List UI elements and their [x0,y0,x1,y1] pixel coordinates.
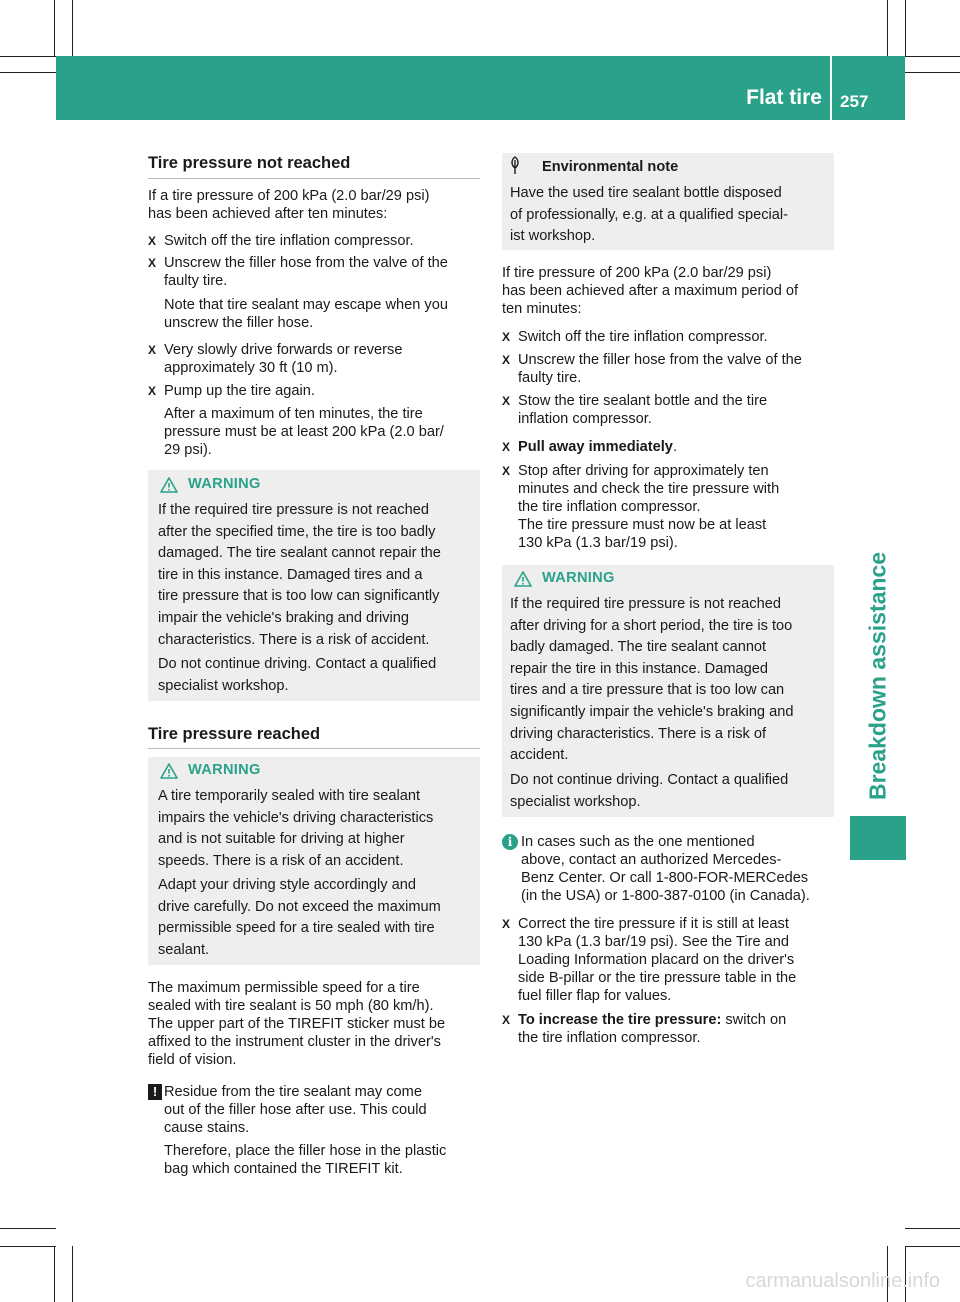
crop-mark [0,1228,56,1229]
intro-line: has been achieved after a maximum period of [502,283,799,299]
warning-line: speeds. There is a risk of an accident. [158,852,404,869]
side-tab-block [850,816,906,860]
environmental-note-line: ist workshop. [510,228,596,245]
warning-line: Adapt your driving style accordingly and [158,877,416,893]
watermark: carmanualsonline.info [745,1270,940,1292]
warning-triangle-icon [514,571,532,587]
crop-mark [0,72,56,73]
heading-tire-pressure-reached: Tire pressure reached [148,725,321,743]
intro-line: If tire pressure of 200 kPa (2.0 bar/29 psi) [502,265,772,281]
step-marker-icon: X [148,234,157,248]
step-marker-icon: X [502,394,511,408]
warning-line: sealant. [158,941,210,958]
warning-box [502,565,834,817]
step-text: fuel filler flap for values. [518,988,672,1004]
heading-rule [148,748,480,749]
step-marker-icon: X [148,256,157,270]
warning-line: permissible speed for a tire sealed with tire [158,920,435,937]
step-bold: Pull away immediately [518,439,673,455]
note-line: cause stains. [164,1120,250,1136]
step-marker-icon: X [502,917,511,931]
step-rest: . [672,439,677,455]
speed-paragraph-line: The upper part of the TIREFIT sticker must be [148,1016,446,1032]
warning-line: impairs the vehicle's driving characteristics [158,809,434,826]
step-text: faulty tire. [518,370,582,386]
side-tab [850,540,906,812]
warning-title: WARNING [542,570,615,586]
warning-box [148,470,480,701]
crop-mark [0,56,56,57]
step-marker-icon: X [502,464,511,478]
warning-line: badly damaged. The tire sealant cannot [510,639,767,656]
step-bold: To increase the tire pressure: [518,1012,722,1028]
crop-mark [887,0,888,56]
warning-line: If the required tire pressure is not reached [158,502,429,518]
crop-mark [905,0,906,56]
step-text: Very slowly drive forwards or reverse [164,342,403,358]
warning-line: specialist workshop. [510,793,641,810]
step-text: inflation compressor. [518,411,652,427]
step-text: Switch off the tire inflation compressor. [518,329,768,345]
crop-mark [54,0,55,56]
crop-mark [0,1246,56,1247]
warning-triangle-icon [160,763,178,779]
step-text: Pump up the tire again. [164,383,315,399]
step-text: 130 kPa (1.3 bar/19 psi). See the Tire and [518,934,789,950]
step-text: Unscrew the filler hose from the valve of the [518,352,802,368]
note-line: out of the filler hose after use. This could [164,1102,427,1118]
warning-line: accident. [510,747,569,764]
step-text [518,438,843,456]
step-text: Stop after driving for approximately ten [518,463,769,479]
note-line: Therefore, place the filler hose in the plastic [164,1143,447,1159]
intro-line: has been achieved after ten minutes: [148,206,388,222]
speed-paragraph-line: sealed with tire sealant is 50 mph (80 km/h). [148,998,434,1014]
step-text: the tire inflation compressor. [518,1030,701,1046]
environmental-note-title: Environmental note [542,159,679,175]
info-line: above, contact an authorized Mercedes- [521,852,782,868]
info-icon: i [502,834,518,850]
warning-line: specialist workshop. [158,677,289,694]
step-text: approximately 30 ft (10 m). [164,360,338,376]
warning-triangle-icon [160,477,178,493]
warning-line: driving characteristics. There is a risk of [510,725,767,742]
step-text: Correct the tire pressure if it is still at least [518,916,789,932]
warning-line: If the required tire pressure is not reached [510,596,781,612]
exclamation-icon: ! [148,1084,162,1100]
step-text: Switch off the tire inflation compressor. [164,233,414,249]
step-marker-icon: X [502,330,511,344]
crop-mark [72,1246,73,1302]
step-text: The tire pressure must now be at least [518,517,767,533]
step-marker-icon: X [148,343,157,357]
section-title: Flat tire [746,86,822,109]
info-line: In cases such as the one mentioned [521,834,755,850]
speed-paragraph-line: The maximum permissible speed for a tire [148,980,420,996]
warning-line: damaged. The tire sealant cannot repair the [158,545,441,562]
warning-line: drive carefully. Do not exceed the maximum [158,898,441,915]
step-rest: switch on [721,1012,787,1028]
warning-line: tires and a tire pressure that is too low can [510,682,785,699]
intro-line: ten minutes: [502,301,582,317]
warning-line: Do not continue driving. Contact a qualified [158,656,437,672]
step-marker-icon: X [148,384,157,398]
speed-paragraph-line: affixed to the instrument cluster in the driver's [148,1034,441,1050]
step-text: Loading Information placard on the driver's [518,952,795,968]
step-text: Stow the tire sealant bottle and the tire [518,393,768,409]
crop-mark [54,1246,55,1302]
warning-line: A tire temporarily sealed with tire sealant [158,788,420,804]
info-line: (in the USA) or 1-800-387-0100 (in Canada). [521,888,810,904]
crop-mark [905,1246,960,1247]
step-note: pressure must be at least 200 kPa (2.0 bar/ [164,424,444,440]
warning-line: after driving for a short period, the tire is too [510,617,793,634]
heading-tire-pressure-not-reached: Tire pressure not reached [148,154,351,172]
step-marker-icon: X [502,440,511,454]
environmental-note-line: of professionally, e.g. at a qualified special- [510,206,788,223]
step-text [518,1011,843,1029]
side-tab-label: Breakdown assistance [864,551,891,801]
crop-mark [905,72,960,73]
warning-title: WARNING [188,476,261,492]
warning-line: characteristics. There is a risk of accident. [158,631,430,648]
step-text: 130 kPa (1.3 bar/19 psi). [518,535,678,551]
warning-line: impair the vehicle's braking and driving [158,610,410,626]
header-separator [830,56,832,120]
warning-box [148,757,480,965]
warning-line: after the specified time, the tire is too badly [158,523,436,540]
step-text: side B-pillar or the tire pressure table in the [518,970,797,986]
step-text: the tire inflation compressor. [518,499,701,515]
note-line: bag which contained the TIREFIT kit. [164,1161,403,1177]
crop-mark [905,1228,960,1229]
intro-line: If a tire pressure of 200 kPa (2.0 bar/29 psi) [148,188,430,204]
leaf-lightbulb-icon [508,155,522,175]
step-note: After a maximum of ten minutes, the tire [164,406,423,422]
step-marker-icon: X [502,1013,511,1027]
crop-mark [72,0,73,56]
crop-mark [905,56,960,57]
warning-title: WARNING [188,762,261,778]
step-note: Note that tire sealant may escape when you [164,297,448,313]
warning-line: and is not suitable for driving at higher [158,831,405,848]
warning-line: significantly impair the vehicle's braking and [510,704,794,720]
step-note: 29 psi). [164,442,212,458]
heading-rule [148,178,480,179]
warning-line: Do not continue driving. Contact a qualified [510,772,789,788]
step-text: faulty tire. [164,273,228,289]
warning-line: tire pressure that is too low can significantly [158,588,440,605]
environmental-note-line: Have the used tire sealant bottle disposed [510,185,782,201]
step-text: minutes and check the tire pressure with [518,481,780,497]
page-number: 257 [840,92,869,111]
warning-line: repair the tire in this instance. Damaged [510,660,768,677]
step-text: Unscrew the filler hose from the valve of the [164,255,448,271]
note-line: Residue from the tire sealant may come [164,1084,422,1100]
step-marker-icon: X [502,353,511,367]
info-line: Benz Center. Or call 1-800-FOR-MERCedes [521,870,809,886]
warning-line: tire in this instance. Damaged tires and a [158,566,423,583]
environmental-note-box [502,153,834,250]
step-note: unscrew the filler hose. [164,315,314,331]
speed-paragraph-line: field of vision. [148,1052,237,1068]
